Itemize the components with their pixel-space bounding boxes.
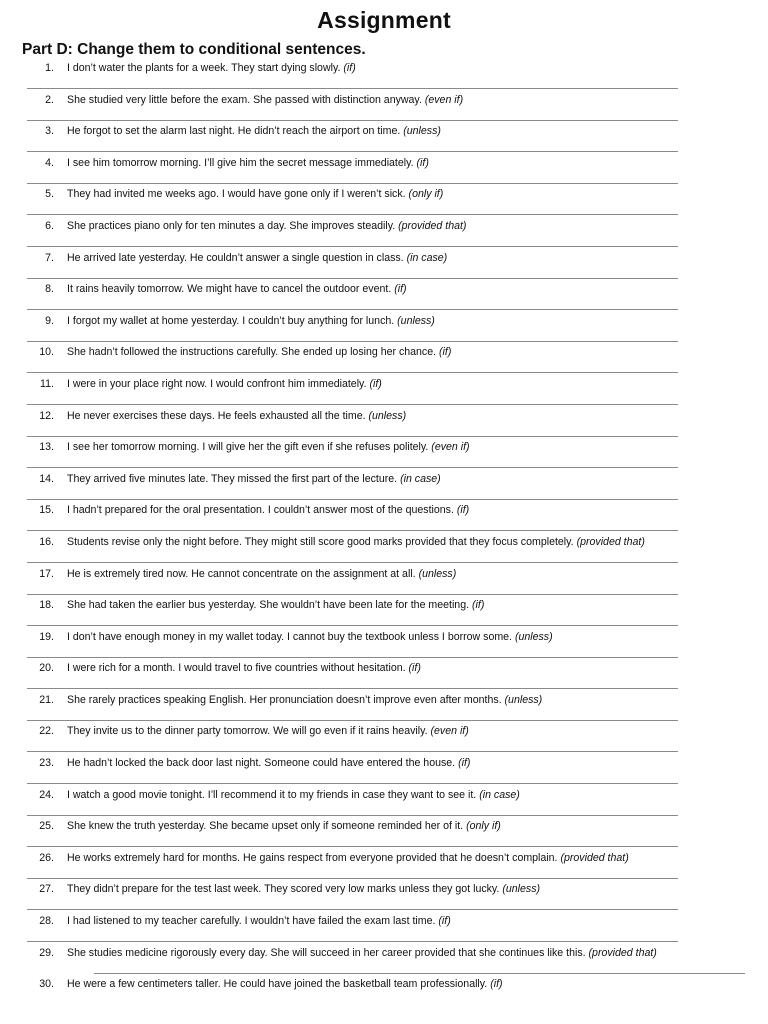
item-connector-hint: (if): [343, 62, 356, 74]
item-text: I don’t have enough money in my wallet today. I cannot buy the textbook unless I borrow some.: [67, 630, 512, 643]
item-sentence: [67, 662, 421, 674]
item-text: He is extremely tired now. He cannot concentrate on the assignment at all.: [67, 567, 416, 580]
exercise-item: [0, 376, 768, 408]
item-number: 25.: [39, 820, 54, 833]
item-number: 27.: [39, 883, 54, 896]
item-sentence: [67, 62, 356, 74]
item-text: He hadn’t locked the back door last night. Someone could have entered the house.: [67, 757, 456, 770]
item-sentence: [67, 504, 469, 516]
answer-line[interactable]: [27, 436, 678, 437]
exercise-item: [0, 123, 768, 155]
item-number: 30.: [39, 978, 54, 991]
item-sentence: [67, 568, 456, 580]
exercise-item: [0, 313, 768, 345]
exercise-item: [0, 976, 768, 1008]
answer-line[interactable]: [27, 751, 678, 752]
item-sentence: [67, 883, 540, 895]
answer-line[interactable]: [27, 341, 678, 342]
answer-line[interactable]: [27, 530, 678, 531]
answer-line[interactable]: [27, 846, 678, 847]
item-connector-hint: (even if): [431, 441, 470, 454]
item-connector-hint: (if): [369, 377, 382, 390]
item-text: I don’t water the plants for a week. They start dying slowly.: [67, 62, 341, 74]
item-sentence: [67, 789, 520, 801]
item-number: 8.: [45, 283, 54, 296]
item-text: She hadn’t followed the instructions carefully. She ended up losing her chance.: [67, 346, 437, 359]
item-sentence: [67, 631, 553, 643]
exercise-item: [0, 439, 768, 471]
item-number: 24.: [39, 788, 54, 801]
item-number: 15.: [39, 504, 54, 517]
exercise-item: [0, 281, 768, 313]
answer-line[interactable]: [27, 309, 678, 310]
exercise-item: [0, 692, 768, 724]
item-number: 21.: [39, 693, 54, 706]
item-sentence: [67, 94, 463, 106]
item-text: She studies medicine rigorously every day. She will succeed in her career provided that she continues like this.: [67, 946, 586, 959]
item-connector-hint: (unless): [514, 630, 553, 643]
item-text: I watch a good movie tonight. I’ll recommend it to my friends in case they want to see it.: [67, 788, 477, 801]
item-text: She had taken the earlier bus yesterday. She wouldn’t have been late for the meeting.: [67, 599, 470, 612]
item-connector-hint: (provided that): [398, 219, 467, 232]
item-text: They didn’t prepare for the test last week. They scored very low marks unless they got lucky.: [67, 883, 500, 896]
item-text: I see him tomorrow morning. I’ll give him the secret message immediately.: [67, 156, 414, 169]
item-sentence: [67, 441, 470, 453]
item-number: 16.: [39, 535, 54, 548]
exercise-item: [0, 60, 768, 92]
item-sentence: [67, 378, 382, 390]
item-text: He works extremely hard for months. He gains respect from everyone provided that he doesn’t complain.: [67, 851, 558, 864]
item-sentence: [67, 410, 406, 422]
item-sentence: [67, 757, 470, 769]
exercise-item: [0, 471, 768, 503]
exercise-item: [0, 92, 768, 124]
item-number: 28.: [39, 915, 54, 928]
answer-line[interactable]: [27, 594, 678, 595]
item-sentence: [67, 157, 429, 169]
item-text: He were a few centimeters taller. He could have joined the basketball team professionally.: [67, 978, 488, 991]
exercise-item: [0, 566, 768, 598]
item-connector-hint: (if): [490, 978, 503, 991]
item-text: They arrived five minutes late. They missed the first part of the lecture.: [67, 472, 398, 485]
answer-line[interactable]: [94, 973, 745, 974]
item-connector-hint: (if): [394, 283, 407, 296]
item-connector-hint: (unless): [368, 409, 407, 422]
answer-line[interactable]: [27, 815, 678, 816]
exercise-item: [0, 945, 768, 977]
answer-line[interactable]: [27, 151, 678, 152]
item-sentence: [67, 725, 469, 737]
item-number: 19.: [39, 630, 54, 643]
item-connector-hint: (unless): [418, 567, 457, 580]
exercise-item: [0, 597, 768, 629]
item-text: I were in your place right now. I would confront him immediately.: [67, 377, 367, 390]
item-text: I see her tomorrow morning. I will give her the gift even if she refuses politely.: [67, 441, 429, 454]
item-number: 2.: [45, 93, 54, 106]
item-text: I forgot my wallet at home yesterday. I couldn’t buy anything for lunch.: [67, 314, 395, 327]
item-number: 5.: [45, 188, 54, 201]
item-text: He never exercises these days. He feels exhausted all the time.: [67, 409, 366, 422]
answer-line[interactable]: [27, 278, 678, 279]
item-connector-hint: (provided that): [560, 851, 629, 864]
item-number: 4.: [45, 156, 54, 169]
item-sentence: [67, 599, 484, 611]
answer-line[interactable]: [27, 214, 678, 215]
item-connector-hint: (unless): [397, 314, 435, 327]
item-connector-hint: (if): [416, 156, 429, 169]
item-connector-hint: (if): [439, 346, 452, 359]
item-sentence: [67, 315, 435, 327]
item-sentence: [67, 820, 501, 832]
exercise-item: [0, 155, 768, 187]
exercise-item: [0, 186, 768, 218]
exercise-item: [0, 881, 768, 913]
item-number: 20.: [39, 662, 54, 675]
item-text: They had invited me weeks ago. I would have gone only if I weren’t sick.: [67, 188, 406, 201]
exercise-list: [0, 60, 768, 1008]
item-sentence: [67, 947, 657, 959]
item-connector-hint: (if): [472, 599, 485, 612]
item-sentence: [67, 536, 645, 548]
exercise-item: [0, 818, 768, 850]
page-title: Assignment: [317, 7, 451, 33]
item-number: 23.: [39, 757, 54, 770]
item-text: I had listened to my teacher carefully. I wouldn’t have failed the exam last time.: [67, 915, 436, 928]
exercise-item: [0, 218, 768, 250]
exercise-item: [0, 755, 768, 787]
item-number: 22.: [39, 725, 54, 738]
item-sentence: [67, 125, 441, 137]
item-number: 14.: [39, 472, 54, 485]
item-text: I hadn’t prepared for the oral presentation. I couldn’t answer most of the questions.: [67, 504, 454, 517]
item-number: 3.: [45, 125, 54, 138]
answer-line[interactable]: [27, 783, 678, 784]
answer-line[interactable]: [27, 372, 678, 373]
item-number: 18.: [39, 599, 54, 612]
item-number: 29.: [39, 946, 54, 959]
item-number: 10.: [39, 346, 54, 359]
exercise-item: [0, 408, 768, 440]
item-number: 17.: [39, 567, 54, 580]
item-sentence: [67, 473, 441, 485]
item-connector-hint: (if): [458, 757, 471, 770]
item-text: It rains heavily tomorrow. We might have to cancel the outdoor event.: [67, 283, 392, 296]
answer-line[interactable]: [27, 625, 678, 626]
item-sentence: [67, 915, 451, 927]
item-number: 11.: [40, 377, 54, 390]
answer-line[interactable]: [27, 941, 678, 942]
exercise-item: [0, 787, 768, 819]
item-sentence: [67, 252, 447, 264]
item-number: 9.: [45, 314, 54, 327]
item-text: He arrived late yesterday. He couldn’t answer a single question in class.: [67, 251, 404, 264]
item-sentence: [67, 346, 451, 358]
item-text: Students revise only the night before. They might still score good marks provided that they focus completely.: [67, 535, 574, 548]
item-connector-hint: (in case): [400, 472, 441, 485]
item-sentence: [67, 852, 629, 864]
exercise-item: [0, 629, 768, 661]
item-text: They invite us to the dinner party tomorrow. We will go even if it rains heavily.: [67, 725, 428, 738]
answer-line[interactable]: [27, 246, 678, 247]
item-connector-hint: (only if): [408, 188, 444, 201]
item-number: 13.: [39, 441, 54, 454]
answer-line[interactable]: [27, 120, 678, 121]
answer-line[interactable]: [27, 878, 678, 879]
item-sentence: [67, 220, 466, 232]
item-connector-hint: (provided that): [576, 535, 645, 548]
exercise-item: [0, 913, 768, 945]
answer-line[interactable]: [27, 404, 678, 405]
answer-line[interactable]: [27, 467, 678, 468]
item-number: 7.: [45, 251, 54, 264]
answer-line[interactable]: [27, 909, 678, 910]
item-connector-hint: (provided that): [588, 946, 657, 959]
answer-line[interactable]: [27, 499, 678, 500]
item-text: She studied very little before the exam. She passed with distinction anyway.: [67, 93, 422, 106]
item-text: She practices piano only for ten minutes a day. She improves steadily.: [67, 219, 396, 232]
exercise-item: [0, 344, 768, 376]
item-connector-hint: (unless): [502, 883, 541, 896]
part-heading: Part D: Change them to conditional sentences.: [22, 41, 366, 58]
item-sentence: [67, 694, 542, 706]
exercise-item: [0, 723, 768, 755]
item-sentence: [67, 188, 443, 200]
item-connector-hint: (in case): [406, 251, 448, 264]
item-connector-hint: (if): [438, 915, 451, 928]
item-connector-hint: (even if): [430, 725, 469, 738]
item-sentence: [67, 283, 407, 295]
item-connector-hint: (in case): [479, 788, 520, 801]
item-connector-hint: (unless): [504, 693, 543, 706]
item-connector-hint: (even if): [424, 93, 464, 106]
answer-line[interactable]: [27, 183, 678, 184]
item-sentence: [67, 978, 503, 990]
exercise-item: [0, 502, 768, 534]
exercise-item: [0, 850, 768, 882]
item-text: I were rich for a month. I would travel to five countries without hesitation.: [67, 662, 406, 675]
item-connector-hint: (only if): [466, 820, 501, 833]
exercise-item: [0, 250, 768, 282]
answer-line[interactable]: [27, 88, 678, 89]
item-number: 6.: [45, 219, 54, 232]
answer-line[interactable]: [27, 720, 678, 721]
answer-line[interactable]: [27, 657, 678, 658]
item-text: She knew the truth yesterday. She became upset only if someone reminded her of it.: [67, 820, 464, 833]
answer-line[interactable]: [27, 688, 678, 689]
item-number: 1.: [45, 62, 54, 74]
exercise-item: [0, 534, 768, 566]
item-number: 26.: [39, 851, 54, 864]
item-connector-hint: (if): [408, 662, 421, 675]
item-text: He forgot to set the alarm last night. He didn’t reach the airport on time.: [67, 125, 401, 138]
exercise-item: [0, 660, 768, 692]
answer-line[interactable]: [27, 562, 678, 563]
item-connector-hint: (unless): [403, 125, 441, 138]
item-text: She rarely practices speaking English. Her pronunciation doesn’t improve even after months.: [67, 693, 502, 706]
item-number: 12.: [39, 409, 54, 422]
item-connector-hint: (if): [456, 504, 470, 517]
